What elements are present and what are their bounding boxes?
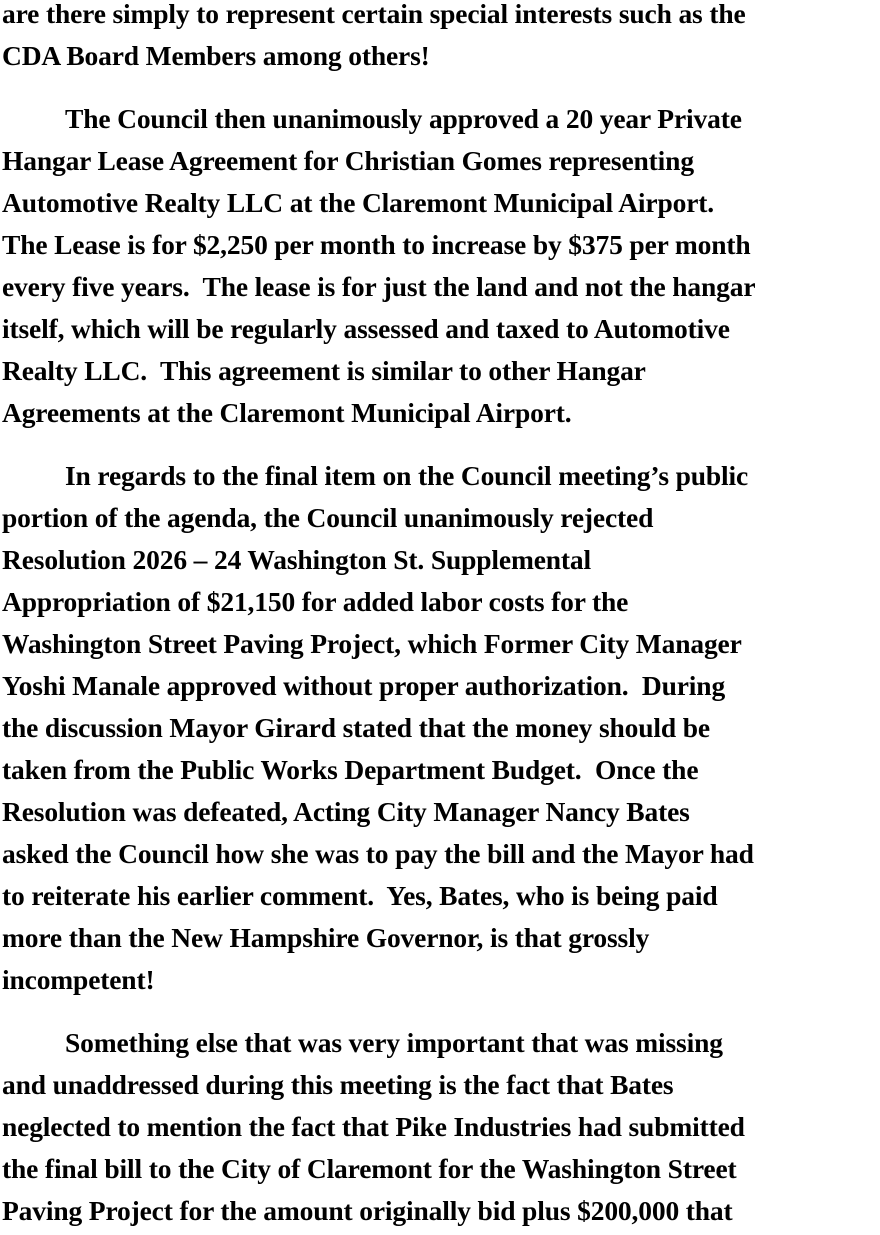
text-line: itself, which will be regularly assessed and taxed to Automotive xyxy=(2,313,730,344)
text-line: every five years. The lease is for just the land and not the hangar xyxy=(2,271,756,302)
text-line: CDA Board Members among others! xyxy=(2,40,430,71)
text-line: taken from the Public Works Department Budget. Once the xyxy=(2,754,699,785)
text-line: Paving Project for the amount originally bid plus $200,000 that xyxy=(2,1195,733,1226)
text-line: are there simply to represent certain special interests such as the xyxy=(2,0,746,29)
text-line: Resolution was defeated, Acting City Manager Nancy Bates xyxy=(2,796,690,827)
text-line: Washington Street Paving Project, which Former City Manager xyxy=(2,628,742,659)
text-line: Appropriation of $21,150 for added labor costs for the xyxy=(2,586,629,617)
text-line: Automotive Realty LLC at the Claremont Municipal Airport. xyxy=(2,187,714,218)
text-line: more than the New Hampshire Governor, is that grossly xyxy=(2,922,650,953)
text-line: The Lease is for $2,250 per month to increase by $375 per month xyxy=(2,229,751,260)
text-line: neglected to mention the fact that Pike Industries had submitted xyxy=(2,1111,745,1142)
text-line: In regards to the final item on the Council meeting’s public xyxy=(65,460,749,491)
text-line: The Council then unanimously approved a 20 year Private xyxy=(65,103,742,134)
text-line: Realty LLC. This agreement is similar to other Hangar xyxy=(2,355,646,386)
text-line: Something else that was very important that was missing xyxy=(65,1027,723,1058)
text-line: Hangar Lease Agreement for Christian Gomes representing xyxy=(2,145,694,176)
text-line: the discussion Mayor Girard stated that the money should be xyxy=(2,712,710,743)
text-line: Resolution 2026 – 24 Washington St. Supplemental xyxy=(2,544,592,575)
text-line: to reiterate his earlier comment. Yes, Bates, who is being paid xyxy=(2,880,718,911)
paragraph-2 xyxy=(2,98,876,434)
text-line: incompetent! xyxy=(2,964,155,995)
text-line: portion of the agenda, the Council unanimously rejected xyxy=(2,502,654,533)
text-line: the final bill to the City of Claremont for the Washington Street xyxy=(2,1153,737,1184)
text-line: asked the Council how she was to pay the bill and the Mayor had xyxy=(2,838,754,869)
paragraph-3 xyxy=(2,455,876,1001)
paragraph-1 xyxy=(2,0,876,77)
text-line: Agreements at the Claremont Municipal Airport. xyxy=(2,397,572,428)
text-line: Yoshi Manale approved without proper authorization. During xyxy=(2,670,726,701)
text-line: and unaddressed during this meeting is the fact that Bates xyxy=(2,1069,674,1100)
paragraph-4 xyxy=(2,1022,876,1232)
